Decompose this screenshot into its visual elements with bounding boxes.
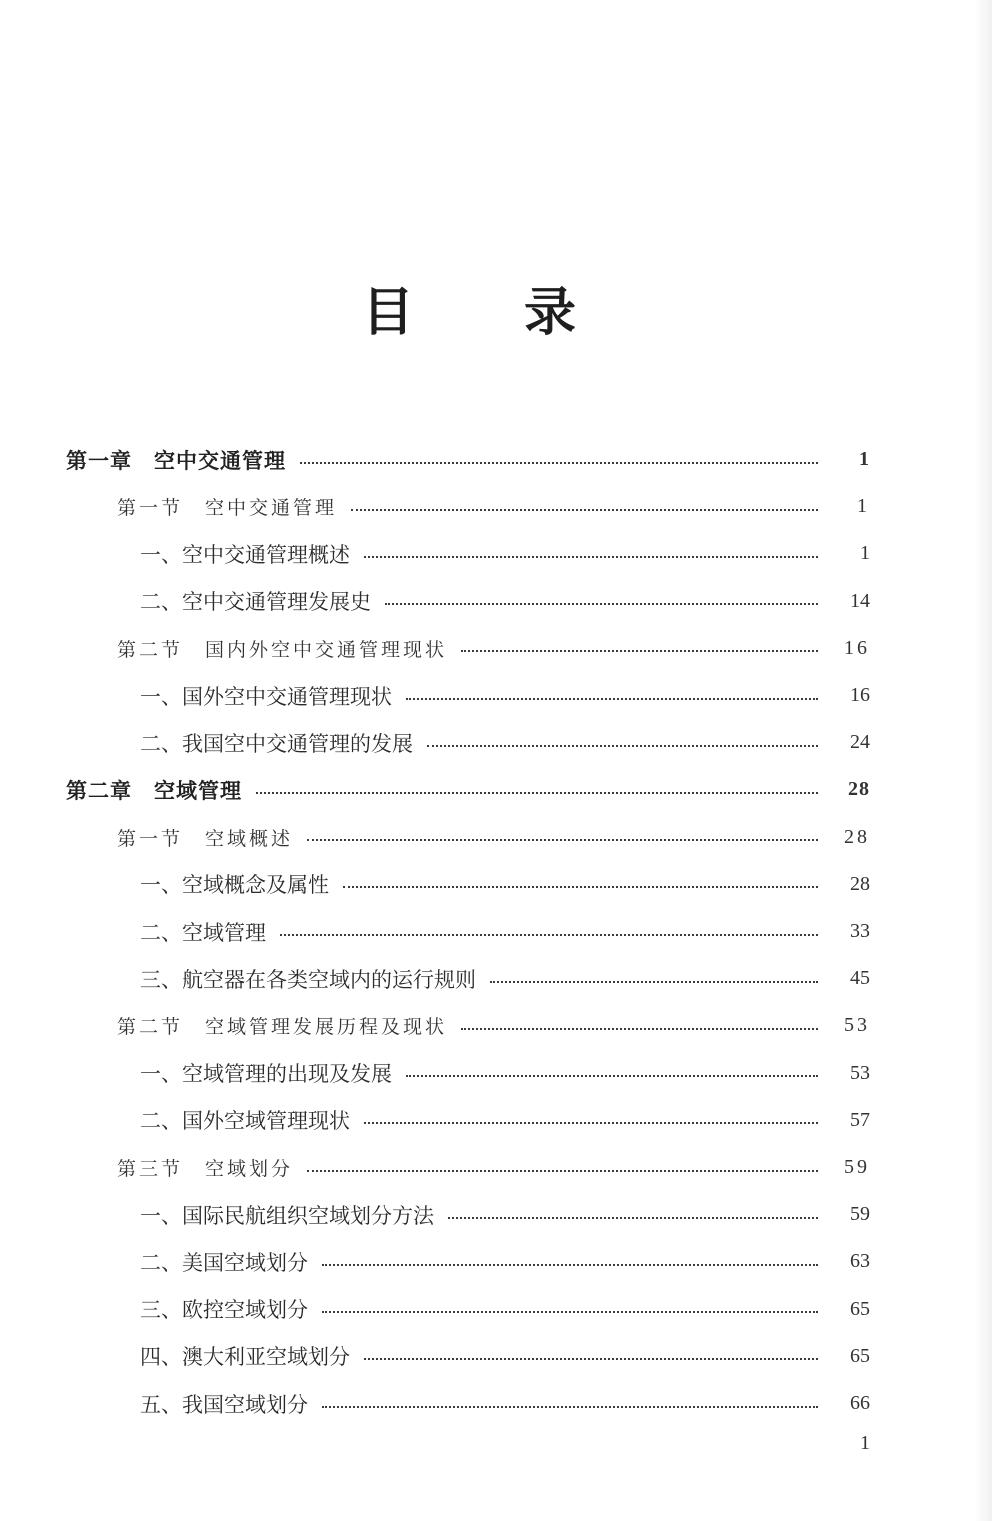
toc-entry-label: 二、我国空中交通管理的发展 — [140, 731, 413, 756]
toc-entry[interactable] — [66, 766, 870, 813]
page-edge-shadow — [974, 0, 992, 1521]
dot-leader — [364, 1358, 818, 1360]
dot-leader — [461, 1028, 818, 1030]
page-title — [0, 278, 992, 348]
toc-entry-label: 第一章 空中交通管理 — [66, 448, 286, 473]
toc-entry-label: 第三节 空域划分 — [117, 1158, 294, 1180]
toc-entry[interactable] — [140, 1380, 870, 1427]
toc-entry-page: 28 — [844, 825, 870, 848]
toc-entry-label: 二、空中交通管理发展史 — [140, 590, 371, 615]
toc-entry-page: 63 — [850, 1250, 870, 1273]
toc-entry[interactable] — [140, 719, 870, 766]
toc-entry[interactable] — [140, 861, 870, 908]
dot-leader — [406, 698, 818, 700]
toc-entry[interactable] — [117, 625, 870, 672]
dot-leader — [322, 1264, 818, 1266]
toc-entry-label: 一、空域概念及属性 — [140, 873, 329, 898]
toc-entry-page: 65 — [850, 1297, 870, 1320]
toc-entry[interactable] — [140, 1050, 870, 1097]
toc-entry-label: 第一节 空中交通管理 — [117, 497, 338, 520]
toc-entry-page: 14 — [850, 589, 870, 612]
dot-leader — [256, 792, 818, 794]
toc-entry-page: 53 — [844, 1014, 870, 1037]
dot-leader — [461, 650, 818, 652]
dot-leader — [490, 981, 818, 983]
toc-entry-label: 三、航空器在各类空域内的运行规则 — [140, 967, 476, 992]
toc-entry-page: 24 — [850, 731, 870, 754]
dot-leader — [343, 886, 818, 888]
title-char-1: 目 — [362, 283, 415, 343]
toc-entry[interactable] — [117, 1144, 870, 1191]
toc-entry[interactable] — [140, 1238, 870, 1285]
dot-leader — [280, 934, 818, 936]
dot-leader — [448, 1217, 818, 1219]
toc-entry-page: 45 — [850, 967, 870, 990]
toc-entry-page: 1 — [859, 448, 870, 470]
toc-entry[interactable] — [140, 530, 870, 577]
toc-entry[interactable] — [140, 1097, 870, 1144]
dot-leader — [307, 839, 818, 841]
toc-entry[interactable] — [140, 672, 870, 719]
toc-entry-label: 第二节 空域管理发展历程及现状 — [117, 1016, 448, 1039]
toc-entry-label: 二、国外空域管理现状 — [140, 1109, 350, 1134]
toc-entry-label: 第一节 空域概述 — [117, 827, 294, 850]
toc-entry[interactable] — [140, 578, 870, 625]
toc-entry[interactable] — [117, 1002, 870, 1049]
toc-entry-page: 53 — [850, 1061, 870, 1084]
toc-entry-page: 59 — [844, 1156, 870, 1178]
dot-leader — [307, 1170, 818, 1172]
toc-entry-page: 1 — [860, 542, 870, 565]
toc-entry-page: 65 — [850, 1344, 870, 1367]
toc-entry[interactable] — [140, 1333, 870, 1380]
title-char-2: 录 — [524, 283, 577, 343]
page-number: 1 — [860, 1432, 870, 1454]
toc-entry-page: 66 — [850, 1392, 870, 1414]
toc-entry-page: 28 — [848, 778, 870, 801]
toc-entry-page: 59 — [850, 1203, 870, 1226]
toc-entry-label: 五、我国空域划分 — [140, 1392, 308, 1417]
toc-entry-label: 一、国际民航组织空域划分方法 — [140, 1203, 434, 1228]
toc-entry-label: 一、国外空中交通管理现状 — [140, 684, 392, 709]
toc-entry-page: 28 — [850, 872, 870, 895]
toc-entry-page: 1 — [857, 495, 870, 518]
dot-leader — [364, 556, 818, 558]
dot-leader — [385, 603, 818, 605]
toc-entry[interactable] — [140, 1191, 870, 1238]
toc-entry-page: 33 — [850, 920, 870, 942]
toc-entry[interactable] — [117, 483, 870, 530]
dot-leader — [351, 509, 818, 511]
toc-entry[interactable] — [140, 955, 870, 1002]
toc-entry-label: 四、澳大利亚空域划分 — [140, 1345, 350, 1370]
toc-entry[interactable] — [140, 908, 870, 955]
toc-entry[interactable] — [140, 1286, 870, 1333]
dot-leader — [427, 745, 818, 747]
toc-entry-label: 二、空域管理 — [140, 920, 266, 945]
toc-entry-page: 16 — [844, 636, 870, 659]
dot-leader — [364, 1122, 818, 1124]
toc-entry-label: 第二节 国内外空中交通管理现状 — [117, 638, 448, 661]
dot-leader — [406, 1075, 818, 1077]
toc-entry-label: 一、空域管理的出现及发展 — [140, 1062, 392, 1087]
toc-entry-label: 一、空中交通管理概述 — [140, 542, 350, 567]
dot-leader — [322, 1406, 818, 1408]
dot-leader — [322, 1311, 818, 1313]
toc-entry-label: 三、欧控空域划分 — [140, 1298, 308, 1323]
toc-entry[interactable] — [117, 814, 870, 861]
toc-entry-page: 57 — [850, 1108, 870, 1131]
toc-entry-page: 16 — [850, 684, 870, 706]
dot-leader — [300, 462, 818, 464]
toc-entry[interactable] — [66, 436, 870, 483]
toc-entry-label: 第二章 空域管理 — [66, 778, 242, 803]
toc-entry-label: 二、美国空域划分 — [140, 1250, 308, 1275]
